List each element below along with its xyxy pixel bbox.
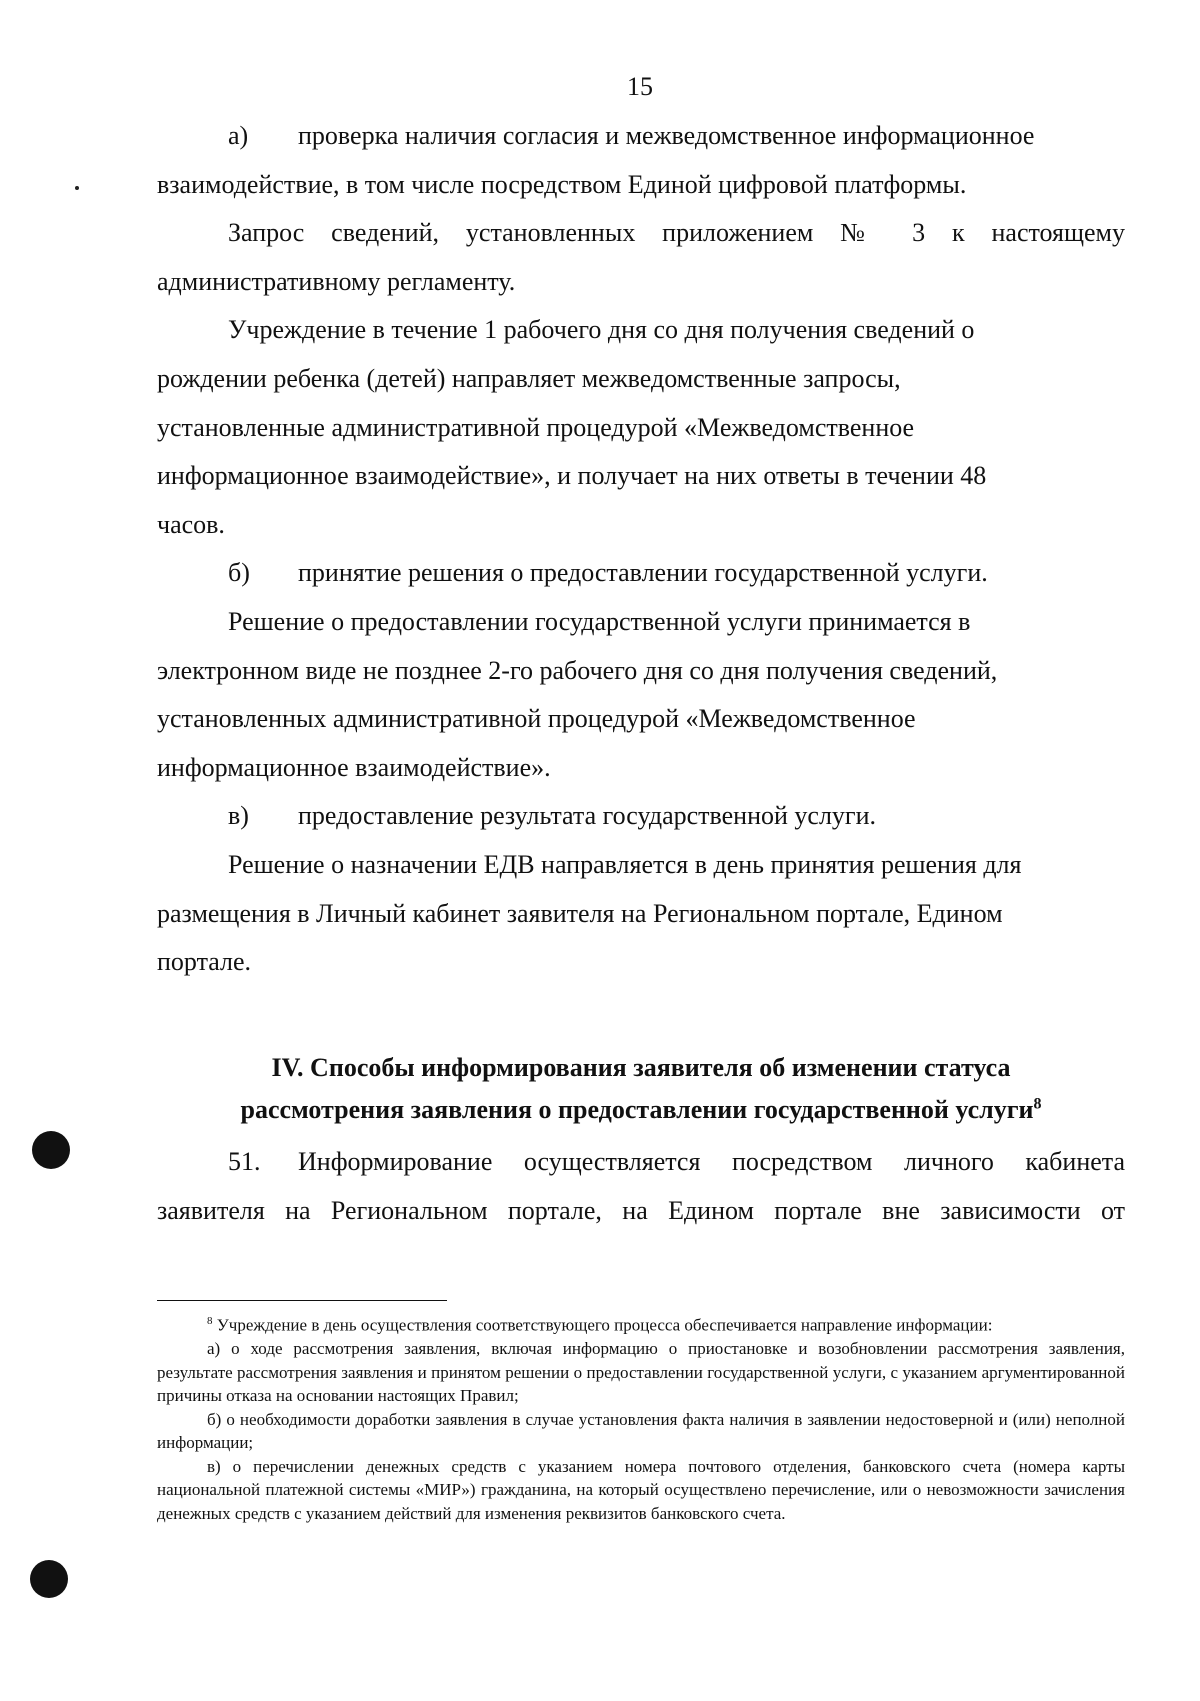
paragraph-institution-line5: часов. <box>157 509 225 539</box>
clause-51-text: Информирование осуществляется посредством личного кабинета <box>298 1147 1125 1176</box>
section-heading <box>157 1047 1125 1131</box>
list-item-b-text: принятие решения о предоставлении государственной услуги. <box>298 558 988 588</box>
footnote-item-b: б) о необходимости доработки заявления в случае установления факта наличия в заявлении недостоверной и (или) неполной информации; <box>157 1409 1125 1453</box>
paragraph-decision-line2: электронном виде не позднее 2-го рабочего дня со дня получения сведений, <box>157 655 998 685</box>
paragraph-institution-line4: информационное взаимодействие», и получает на них ответы в течении 48 <box>157 461 987 491</box>
page-number: 15 <box>627 72 653 101</box>
list-item-v <box>157 792 1125 841</box>
footnote-item-a: а) о ходе рассмотрения заявления, включая информацию о приостановке и возобновлении рассмотрения заявления, результате рассмотрения заявления и принятом решении о предоставлении государственной услуги, с указанием аргументированной причины отказа на основании настоящих Правил; <box>157 1339 1125 1406</box>
list-marker-v: в) <box>228 801 249 831</box>
list-item-a-text: проверка наличия согласия и межведомственное информационное <box>298 121 1035 150</box>
paragraph-edv-line1: Решение о назначении ЕДВ направляется в день принятия решения для <box>228 849 1022 879</box>
scan-speck <box>75 186 79 190</box>
paragraph-institution-line3: установленные административной процедурой «Межведомственное <box>157 412 915 442</box>
list-marker-b: б) <box>228 558 250 588</box>
body-text-clause-51 <box>157 1138 1125 1235</box>
punch-hole-top <box>32 1131 70 1169</box>
paragraph-edv-line2: размещения в Личный кабинет заявителя на Региональном портале, Едином <box>157 898 1003 928</box>
list-item-a-continuation: взаимодействие, в том числе посредством Единой цифровой платформы. <box>157 169 967 199</box>
paragraph-institution-line1: Учреждение в течение 1 рабочего дня со дня получения сведений о <box>228 315 975 345</box>
paragraph-request: Запрос сведений, установленных приложением № 3 к настоящему административному регламенту. <box>157 218 1125 296</box>
footnote-reference[interactable]: 8 <box>1033 1095 1042 1113</box>
list-item-b <box>157 549 1125 598</box>
section-heading-line2: рассмотрения заявления о предоставлении государственной услуги <box>240 1095 1034 1124</box>
footnotes <box>157 1310 1125 1525</box>
footnote-intro <box>157 1310 1125 1337</box>
footnote-intro-text: Учреждение в день осуществления соответствующего процесса обеспечивается направление информации: <box>216 1315 993 1335</box>
paragraph-edv-line3: портале. <box>157 947 252 977</box>
paragraph-institution-line2: рождении ребенка (детей) направляет межведомственные запросы, <box>157 363 901 393</box>
list-marker-a: а) <box>228 121 249 150</box>
paragraph-decision-line4: информационное взаимодействие». <box>157 752 551 782</box>
paragraph-decision-line3: установленных административной процедурой «Межведомственное <box>157 704 916 734</box>
paragraph-decision-line1: Решение о предоставлении государственной услуги принимается в <box>228 606 971 636</box>
footnote-divider <box>157 1300 447 1301</box>
list-item-a <box>157 112 1125 161</box>
list-item-v-text: предоставление результата государственной услуги. <box>298 801 877 831</box>
footnote-item-v: в) о перечислении денежных средств с указанием номера почтового отделения, банковского счета (номера карты национальной платежной системы «МИР») гражданина, на который осуществлено перечисление, или о невозможности зачисления денежных средств с указанием действий для изменения реквизитов банковского счета. <box>157 1456 1125 1523</box>
body-text-upper <box>157 112 1125 987</box>
clause-51-number: 51. <box>228 1147 261 1176</box>
clause-51-line1 <box>157 1138 1125 1187</box>
section-heading-line2-wrap <box>157 1089 1125 1131</box>
clause-51-line2: заявителя на Региональном портале, на Едином портале вне зависимости от <box>157 1195 1125 1225</box>
footnote-number: 8 <box>207 1315 213 1327</box>
section-heading-line1: IV. Способы информирования заявителя об изменении статуса <box>271 1053 1011 1082</box>
punch-hole-bottom <box>30 1560 68 1598</box>
